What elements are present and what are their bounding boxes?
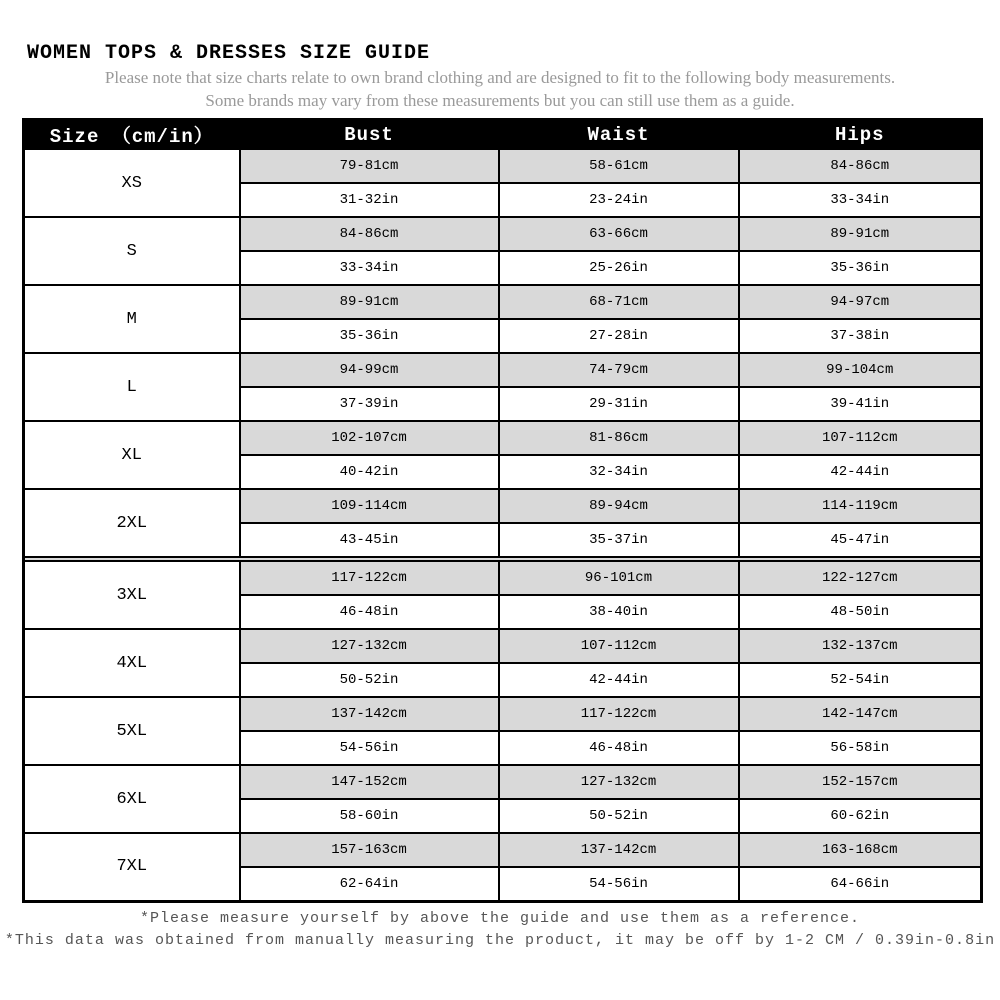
m-hips-cm: 94-97cm xyxy=(739,285,982,319)
7xl-waist-in: 54-56in xyxy=(499,867,739,901)
m-waist-cm: 68-71cm xyxy=(499,285,739,319)
xl-bust-in: 40-42in xyxy=(240,455,499,489)
2xl-bust-in: 43-45in xyxy=(240,523,499,557)
5xl-hips-cm: 142-147cm xyxy=(739,697,982,731)
2xl-waist-cm: 89-94cm xyxy=(499,489,739,523)
4xl-bust-in: 50-52in xyxy=(240,663,499,697)
4xl-hips-in: 52-54in xyxy=(739,663,982,697)
xs-bust-cm: 79-81cm xyxy=(240,149,499,183)
l-hips-cm: 99-104cm xyxy=(739,353,982,387)
table-row-l-cm xyxy=(24,353,982,387)
table-row-3xl-cm xyxy=(24,561,982,595)
table-row-6xl-cm xyxy=(24,765,982,799)
table-row-7xl-cm xyxy=(24,833,982,867)
7xl-waist-cm: 137-142cm xyxy=(499,833,739,867)
column-header-waist: Waist xyxy=(499,120,739,150)
xl-hips-cm: 107-112cm xyxy=(739,421,982,455)
subtitle-line-1: Please note that size charts relate to own brand clothing and are designed to fit to the following body measurements. xyxy=(104,68,896,87)
size-label-4xl: 4XL xyxy=(24,629,240,697)
7xl-hips-in: 64-66in xyxy=(739,867,982,901)
table-row-5xl-cm xyxy=(24,697,982,731)
l-waist-cm: 74-79cm xyxy=(499,353,739,387)
subtitle-line-2: Some brands may vary from these measurements but you can still use them as a guide. xyxy=(205,91,795,110)
3xl-hips-in: 48-50in xyxy=(739,595,982,629)
size-label-3xl: 3XL xyxy=(24,561,240,629)
xs-hips-cm: 84-86cm xyxy=(739,149,982,183)
table-row-xs-cm xyxy=(24,149,982,183)
s-waist-in: 25-26in xyxy=(499,251,739,285)
footnote-reference: *Please measure yourself by above the guide and use them as a reference. xyxy=(139,909,861,927)
table-row-4xl-cm xyxy=(24,629,982,663)
2xl-waist-in: 35-37in xyxy=(499,523,739,557)
xs-waist-in: 23-24in xyxy=(499,183,739,217)
5xl-hips-in: 56-58in xyxy=(739,731,982,765)
footnote-tolerance: *This data was obtained from manually measuring the product, it may be off by 1-2 CM / 0.39in-0.8in xyxy=(4,931,996,949)
m-waist-in: 27-28in xyxy=(499,319,739,353)
table-row-2xl-cm xyxy=(24,489,982,523)
s-hips-cm: 89-91cm xyxy=(739,217,982,251)
size-label-7xl: 7XL xyxy=(24,833,240,901)
2xl-bust-cm: 109-114cm xyxy=(240,489,499,523)
size-label-s: S xyxy=(24,217,240,285)
2xl-hips-cm: 114-119cm xyxy=(739,489,982,523)
size-label-6xl: 6XL xyxy=(24,765,240,833)
6xl-bust-in: 58-60in xyxy=(240,799,499,833)
4xl-waist-in: 42-44in xyxy=(499,663,739,697)
l-bust-in: 37-39in xyxy=(240,387,499,421)
s-bust-in: 33-34in xyxy=(240,251,499,285)
2xl-hips-in: 45-47in xyxy=(739,523,982,557)
s-waist-cm: 63-66cm xyxy=(499,217,739,251)
3xl-waist-in: 38-40in xyxy=(499,595,739,629)
4xl-bust-cm: 127-132cm xyxy=(240,629,499,663)
column-header-hips: Hips xyxy=(739,120,982,150)
6xl-hips-cm: 152-157cm xyxy=(739,765,982,799)
xl-bust-cm: 102-107cm xyxy=(240,421,499,455)
s-bust-cm: 84-86cm xyxy=(240,217,499,251)
size-label-5xl: 5XL xyxy=(24,697,240,765)
m-hips-in: 37-38in xyxy=(739,319,982,353)
size-chart-table xyxy=(22,118,983,903)
column-header-bust: Bust xyxy=(240,120,499,150)
l-hips-in: 39-41in xyxy=(739,387,982,421)
size-label-xs: XS xyxy=(24,149,240,217)
column-header-size: Size （cm/in） xyxy=(24,120,240,150)
6xl-bust-cm: 147-152cm xyxy=(240,765,499,799)
xl-hips-in: 42-44in xyxy=(739,455,982,489)
4xl-waist-cm: 107-112cm xyxy=(499,629,739,663)
5xl-bust-cm: 137-142cm xyxy=(240,697,499,731)
m-bust-in: 35-36in xyxy=(240,319,499,353)
7xl-bust-cm: 157-163cm xyxy=(240,833,499,867)
5xl-waist-cm: 117-122cm xyxy=(499,697,739,731)
5xl-bust-in: 54-56in xyxy=(240,731,499,765)
6xl-waist-in: 50-52in xyxy=(499,799,739,833)
header-row xyxy=(24,120,982,150)
xl-waist-in: 32-34in xyxy=(499,455,739,489)
page-title: WOMEN TOPS & DRESSES SIZE GUIDE xyxy=(27,42,431,65)
s-hips-in: 35-36in xyxy=(739,251,982,285)
3xl-bust-cm: 117-122cm xyxy=(240,561,499,595)
3xl-waist-cm: 96-101cm xyxy=(499,561,739,595)
size-label-xl: XL xyxy=(24,421,240,489)
6xl-waist-cm: 127-132cm xyxy=(499,765,739,799)
l-bust-cm: 94-99cm xyxy=(240,353,499,387)
6xl-hips-in: 60-62in xyxy=(739,799,982,833)
l-waist-in: 29-31in xyxy=(499,387,739,421)
5xl-waist-in: 46-48in xyxy=(499,731,739,765)
xs-waist-cm: 58-61cm xyxy=(499,149,739,183)
size-label-2xl: 2XL xyxy=(24,489,240,557)
size-label-l: L xyxy=(24,353,240,421)
table-row-s-cm xyxy=(24,217,982,251)
xs-hips-in: 33-34in xyxy=(739,183,982,217)
7xl-bust-in: 62-64in xyxy=(240,867,499,901)
xl-waist-cm: 81-86cm xyxy=(499,421,739,455)
size-label-m: M xyxy=(24,285,240,353)
3xl-hips-cm: 122-127cm xyxy=(739,561,982,595)
xs-bust-in: 31-32in xyxy=(240,183,499,217)
3xl-bust-in: 46-48in xyxy=(240,595,499,629)
4xl-hips-cm: 132-137cm xyxy=(739,629,982,663)
m-bust-cm: 89-91cm xyxy=(240,285,499,319)
table-row-m-cm xyxy=(24,285,982,319)
7xl-hips-cm: 163-168cm xyxy=(739,833,982,867)
table-row-xl-cm xyxy=(24,421,982,455)
